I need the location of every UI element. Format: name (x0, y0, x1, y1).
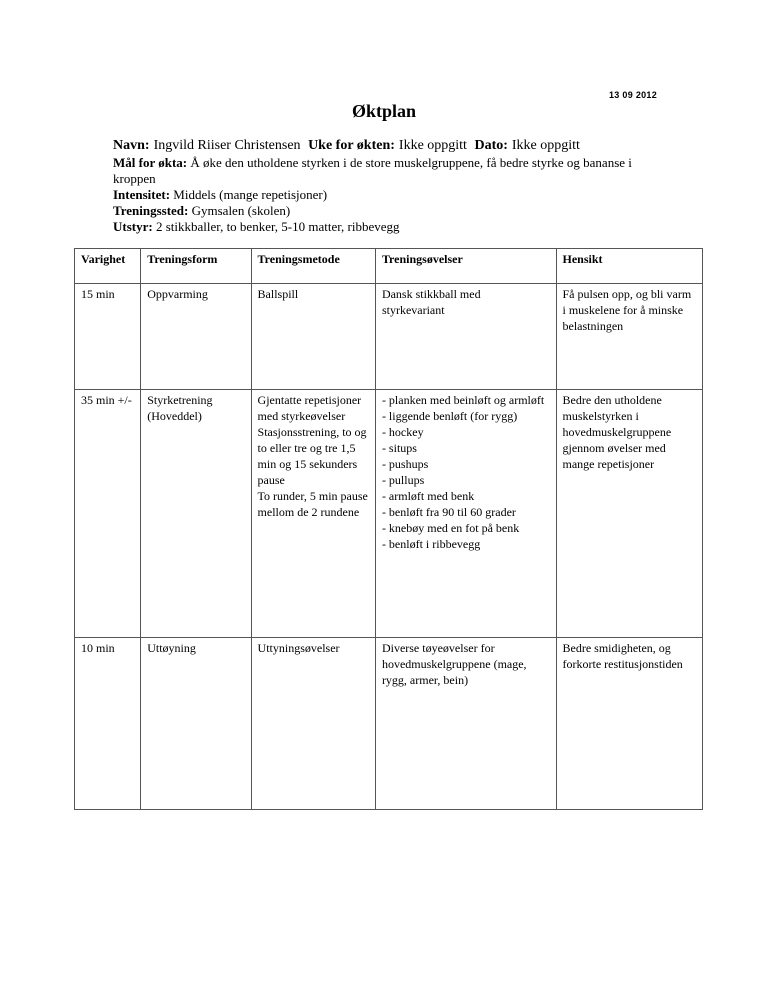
exercises-cell (375, 284, 556, 390)
duration-cell: 10 min (75, 638, 141, 810)
exercise-line: Diverse tøyeøvelser for hovedmuskelgruppene (mage, rygg, armer, bein) (381, 641, 527, 687)
header-duration: Varighet (75, 249, 141, 284)
page-title: Øktplan (351, 101, 417, 121)
session-plan-table (74, 248, 703, 810)
exercise-line: - pushups (381, 457, 429, 471)
table-row (75, 284, 703, 390)
table-header-row (75, 249, 703, 284)
equipment-label: Utstyr: (113, 219, 153, 234)
intensity-line (113, 187, 633, 203)
week-value: Ikke oppgitt (398, 138, 467, 153)
duration-cell: 15 min (75, 284, 141, 390)
method-cell (251, 638, 375, 810)
purpose-cell: Bedre den utholdene muskelstyrken i hovedmuskelgruppene gjennom øvelser med mange repetisjoner (556, 390, 703, 638)
header-method: Treningsmetode (251, 249, 375, 284)
header-purpose: Hensikt (556, 249, 703, 284)
exercise-line: Dansk stikkball med (381, 287, 481, 301)
place-label: Treningssted: (113, 203, 189, 218)
method-cell (251, 390, 375, 638)
exercise-line: - knebøy med en fot på benk (381, 521, 520, 535)
date-value: Ikke oppgitt (511, 138, 580, 153)
exercise-line: - benløft fra 90 til 60 grader (381, 505, 516, 519)
table-row (75, 390, 703, 638)
method-line: To runder, 5 min pause mellom de 2 rundene (257, 489, 368, 519)
duration-cell: 35 min +/- (75, 390, 141, 638)
document-date: 13 09 2012 (609, 90, 658, 100)
exercise-line: - benløft i ribbevegg (381, 537, 481, 551)
exercise-line: - situps (381, 441, 417, 455)
purpose-cell: Bedre smidigheten, og forkorte restitusjonstiden (556, 638, 703, 810)
name-value: Ingvild Riiser Christensen (153, 138, 301, 153)
place-value: Gymsalen (skolen) (191, 203, 291, 218)
place-line (113, 203, 633, 219)
purpose-cell: Få pulsen opp, og bli varm i muskelene for å minske belastningen (556, 284, 703, 390)
date-label: Dato: (474, 138, 508, 153)
method-line: Gjentatte repetisjoner med styrkeøvelser (257, 393, 362, 423)
method-cell (251, 284, 375, 390)
equipment-line (113, 219, 633, 235)
equipment-value: 2 stikkballer, to benker, 5-10 matter, ribbevegg (155, 219, 400, 234)
method-line: Stasjonsstrening, to og to eller tre og tre 1,5 min og 15 sekunders pause (257, 425, 367, 487)
exercise-line: - liggende benløft (for rygg) (381, 409, 518, 423)
form-cell: Oppvarming (141, 284, 251, 390)
header-exercises: Treningsøvelser (375, 249, 556, 284)
table-row (75, 638, 703, 810)
goal-label: Mål for økta: (113, 155, 188, 170)
exercise-line: - pullups (381, 473, 425, 487)
exercise-line: - armløft med benk (381, 489, 475, 503)
form-cell: Styrketrening (Hoveddel) (141, 390, 251, 638)
goal-line (113, 155, 633, 187)
exercises-cell (375, 390, 556, 638)
intensity-value: Middels (mange repetisjoner) (173, 187, 328, 202)
header-form: Treningsform (141, 249, 251, 284)
session-info (113, 138, 633, 235)
goal-value: Å øke den utholdene styrken i de store muskelgruppene, få bedre styrke og bananse i kroppen (113, 155, 632, 186)
info-line-name-week-date (113, 138, 633, 154)
exercise-line: - hockey (381, 425, 424, 439)
exercises-cell (375, 638, 556, 810)
exercise-line: - planken med beinløft og armløft (381, 393, 545, 407)
week-label: Uke for økten: (308, 138, 395, 153)
method-line: Uttyningsøvelser (257, 641, 340, 655)
exercise-line: styrkevariant (381, 303, 445, 317)
name-label: Navn: (113, 138, 150, 153)
method-line: Ballspill (257, 287, 299, 301)
intensity-label: Intensitet: (113, 187, 171, 202)
form-cell: Uttøyning (141, 638, 251, 810)
